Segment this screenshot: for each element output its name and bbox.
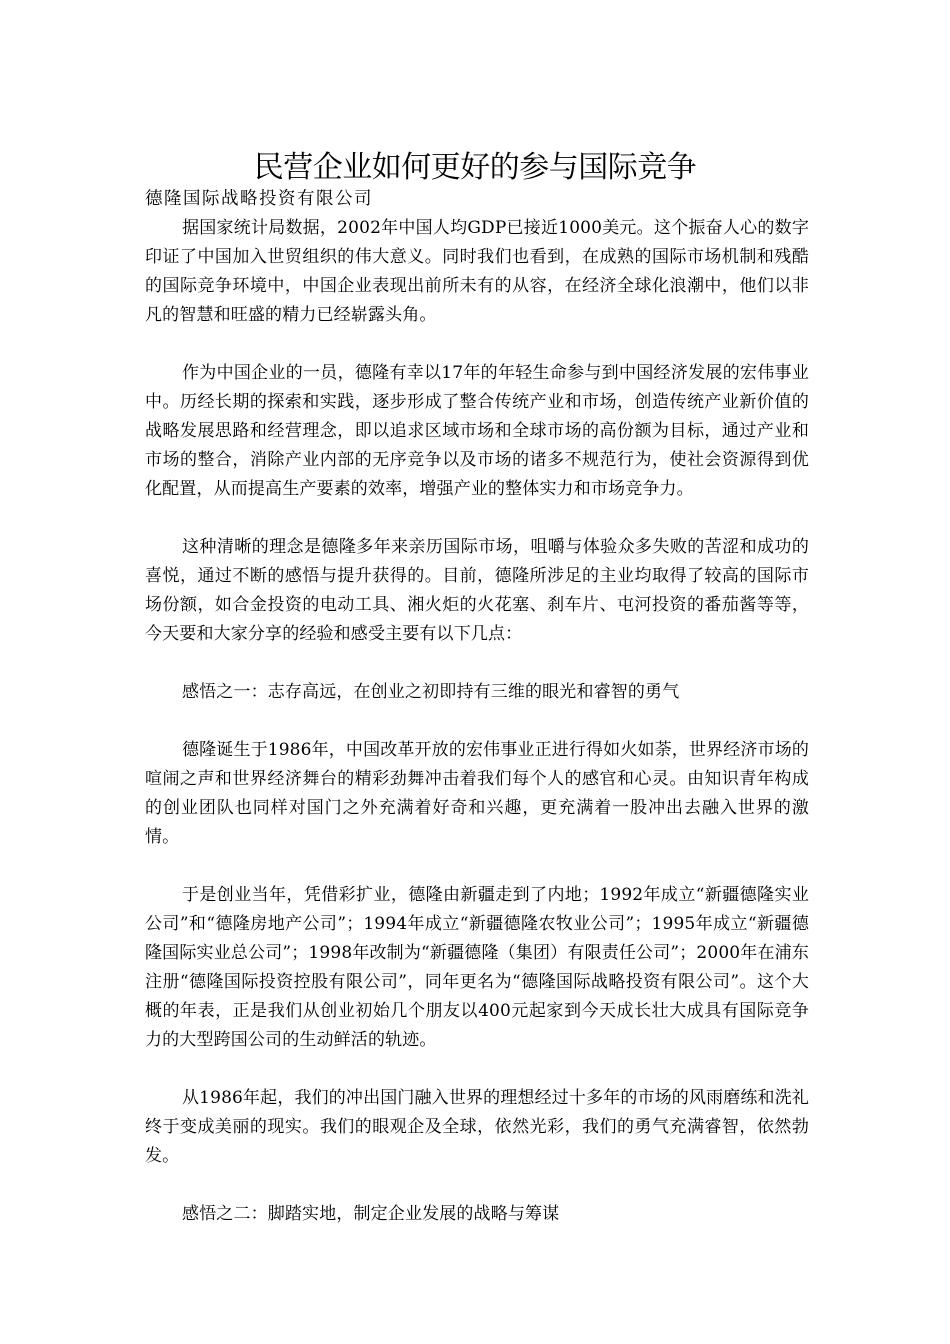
- document-author: 德隆国际战略投资有限公司: [145, 189, 373, 209]
- document-body: [145, 214, 809, 1258]
- paragraph: 德隆诞生于1986年，中国改革开放的宏伟事业正进行得如火如荼，世界经济市场的喧闹之声和世界经济舞台的精彩劲舞冲击着我们每个人的感官和心灵。由知识青年构成的创业团队也同样对国门之外充满着好奇和兴趣，更充满着一股冲出去融入世界的激情。: [145, 740, 809, 847]
- paragraph: 这种清晰的理念是德隆多年来亲历国际市场，咀嚼与体验众多失败的苦涩和成功的喜悦，通过不断的感悟与提升获得的。目前，德隆所涉足的主业均取得了较高的国际市场份额，如合金投资的电动工具、湘火炬的火花塞、刹车片、屯河投资的番茄酱等等，今天要和大家分享的经验和感受主要有以下几点：: [145, 537, 809, 644]
- paragraph: 于是创业当年，凭借彩扩业，德隆由新疆走到了内地；1992年成立“新疆德隆实业公司”和“德隆房地产公司”；1994年成立“新疆德隆农牧业公司”；1995年成立“新疆德隆国际实业总公司”；1998年改制为“新疆德隆（集团）有限责任公司”；2000年在浦东注册“德隆国际投资控股有限公司”，同年更名为“德隆国际战略投资有限公司”。这个大概的年表，正是我们从创业初始几个朋友以400元起家到今天成长壮大成具有国际竞争力的大型跨国公司的生动鲜活的轨迹。: [145, 885, 809, 1050]
- section-heading: 感悟之一：志存高远，在创业之初即持有三维的眼光和睿智的勇气: [182, 682, 680, 702]
- section-heading: 感悟之二：脚踏实地，制定企业发展的战略与筹谋: [182, 1204, 560, 1224]
- document-title: 民营企业如何更好的参与国际竞争: [253, 150, 697, 185]
- paragraph: 从1986年起，我们的冲出国门融入世界的理想经过十多年的市场的风雨磨练和洗礼终于变成美丽的现实。我们的眼观企及全球，依然光彩，我们的勇气充满睿智，依然勃发。: [145, 1088, 809, 1166]
- paragraph: 据国家统计局数据，2002年中国人均GDP已接近1000美元。这个振奋人心的数字印证了中国加入世贸组织的伟大意义。同时我们也看到，在成熟的国际市场机制和残酷的国际竞争环境中，中国企业表现出前所未有的从容，在经济全球化浪潮中，他们以非凡的智慧和旺盛的精力已经崭露头角。: [145, 218, 809, 325]
- paragraph: 作为中国企业的一员，德隆有幸以17年的年轻生命参与到中国经济发展的宏伟事业中。历经长期的探索和实践，逐步形成了整合传统产业和市场，创造传统产业新价值的战略发展思路和经营理念，即以追求区域市场和全球市场的高份额为目标，通过产业和市场的整合，消除产业内部的无序竞争以及市场的诸多不规范行为，使社会资源得到优化配置，从而提高生产要素的效率，增强产业的整体实力和市场竞争力。: [145, 363, 809, 499]
